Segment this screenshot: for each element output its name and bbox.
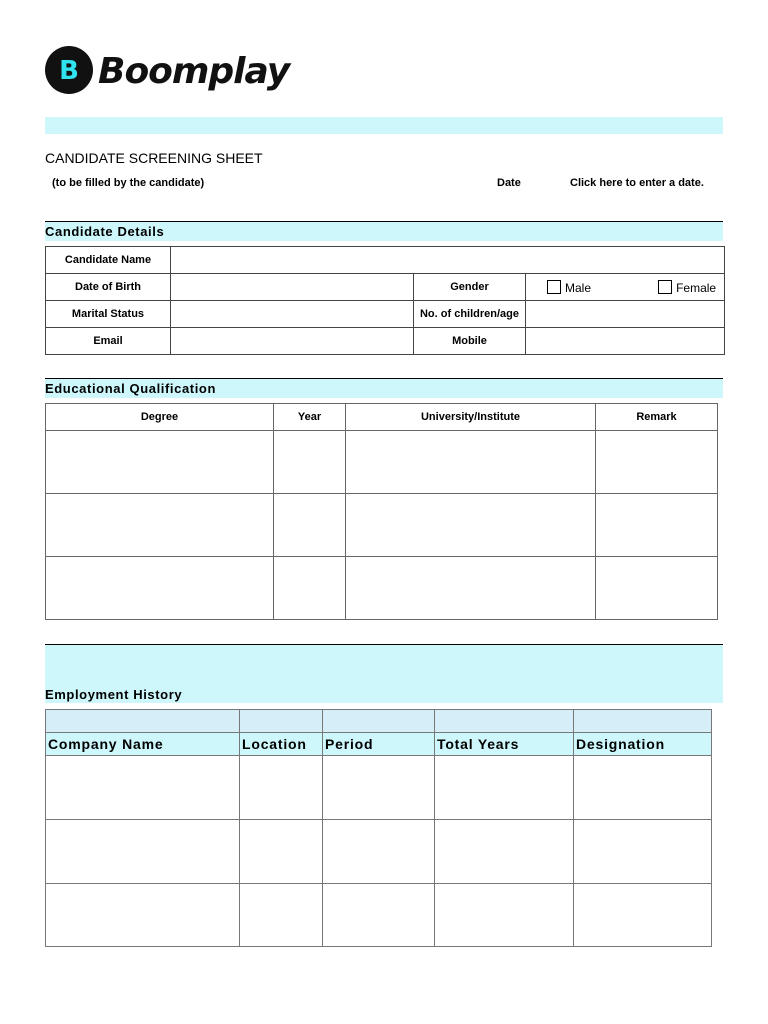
mobile-field[interactable] [526, 328, 725, 355]
candidate-details-table [45, 246, 725, 355]
company-cell[interactable] [46, 884, 240, 947]
male-option[interactable] [547, 280, 592, 295]
gender-options [526, 274, 725, 301]
institute-cell[interactable] [346, 431, 596, 494]
dob-field[interactable] [171, 274, 414, 301]
degree-cell[interactable] [46, 557, 274, 620]
total-years-column-header: Total Years [435, 733, 574, 756]
table-row [46, 820, 712, 884]
page-subtitle: (to be filled by the candidate) [52, 177, 205, 189]
designation-cell[interactable] [574, 820, 712, 884]
logo-mark-letter: B [59, 56, 79, 86]
boomplay-logo-icon [45, 46, 93, 94]
header-spacer [323, 710, 435, 733]
location-column-header: Location [240, 733, 323, 756]
year-cell[interactable] [274, 494, 346, 557]
table-row [46, 494, 718, 557]
period-cell[interactable] [323, 756, 435, 820]
header-spacer [46, 710, 240, 733]
email-field[interactable] [171, 328, 414, 355]
remark-cell[interactable] [596, 557, 718, 620]
degree-column-header: Degree [46, 404, 274, 431]
remark-cell[interactable] [596, 431, 718, 494]
top-band [45, 117, 723, 134]
candidate-name-label: Candidate Name [46, 247, 171, 274]
logo-mark [45, 46, 93, 94]
degree-cell[interactable] [46, 431, 274, 494]
table-row [46, 431, 718, 494]
candidate-name-field[interactable] [171, 247, 725, 274]
institute-cell[interactable] [346, 494, 596, 557]
table-row [46, 756, 712, 820]
location-cell[interactable] [240, 884, 323, 947]
header-spacer [240, 710, 323, 733]
remark-column-header: Remark [596, 404, 718, 431]
year-column-header: Year [274, 404, 346, 431]
location-cell[interactable] [240, 820, 323, 884]
female-label: Female [676, 280, 717, 295]
institute-column-header: University/Institute [346, 404, 596, 431]
degree-cell[interactable] [46, 494, 274, 557]
marital-status-field[interactable] [171, 301, 414, 328]
year-cell[interactable] [274, 557, 346, 620]
period-cell[interactable] [323, 884, 435, 947]
children-field[interactable] [526, 301, 725, 328]
email-label: Email [46, 328, 171, 355]
header-spacer [435, 710, 574, 733]
remark-cell[interactable] [596, 494, 718, 557]
mobile-label: Mobile [414, 328, 526, 355]
location-cell[interactable] [240, 756, 323, 820]
gender-label: Gender [414, 274, 526, 301]
male-checkbox[interactable] [547, 280, 561, 294]
table-row [46, 884, 712, 947]
page-title: CANDIDATE SCREENING SHEET [45, 150, 263, 166]
year-cell[interactable] [274, 431, 346, 494]
logo-wordmark: Boomplay [98, 51, 290, 92]
male-label: Male [565, 280, 592, 295]
table-row [46, 557, 718, 620]
header-spacer [574, 710, 712, 733]
period-column-header: Period [323, 733, 435, 756]
company-cell[interactable] [46, 820, 240, 884]
marital-status-label: Marital Status [46, 301, 171, 328]
total-years-cell[interactable] [435, 884, 574, 947]
date-field[interactable]: Click here to enter a date. [570, 177, 704, 189]
period-cell[interactable] [323, 820, 435, 884]
company-name-column-header: Company Name [46, 733, 240, 756]
designation-cell[interactable] [574, 884, 712, 947]
total-years-cell[interactable] [435, 756, 574, 820]
designation-column-header: Designation [574, 733, 712, 756]
date-label: Date [497, 177, 521, 189]
total-years-cell[interactable] [435, 820, 574, 884]
institute-cell[interactable] [346, 557, 596, 620]
female-checkbox[interactable] [658, 280, 672, 294]
employment-table [45, 709, 712, 947]
children-label: No. of children/age [414, 301, 526, 328]
dob-label: Date of Birth [46, 274, 171, 301]
company-cell[interactable] [46, 756, 240, 820]
candidate-details-heading: Candidate Details [45, 221, 723, 241]
employment-heading: Employment History [45, 687, 183, 702]
education-table [45, 403, 718, 620]
education-heading: Educational Qualification [45, 378, 723, 398]
female-option[interactable] [658, 280, 717, 295]
designation-cell[interactable] [574, 756, 712, 820]
